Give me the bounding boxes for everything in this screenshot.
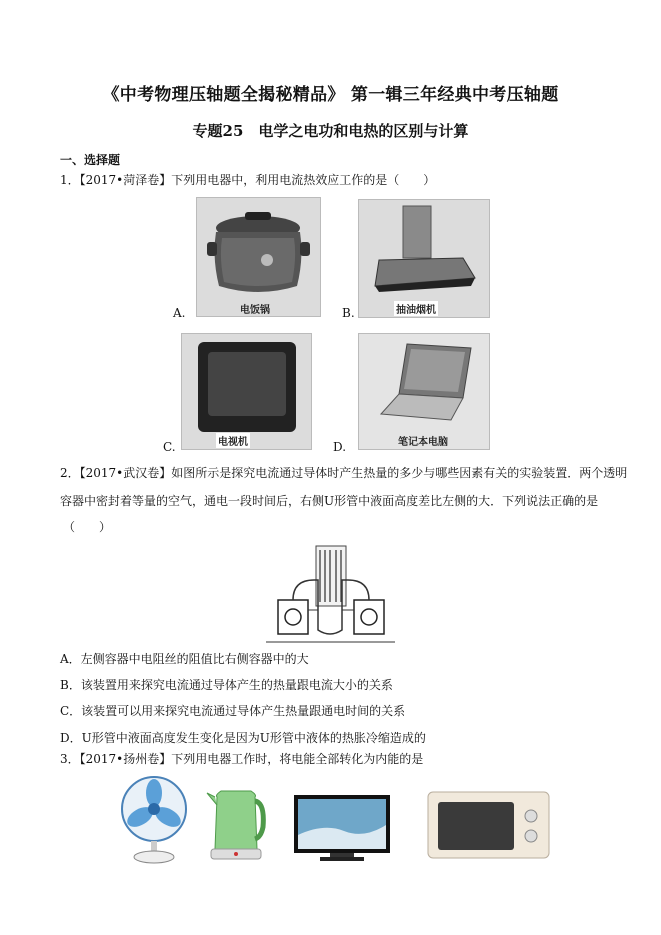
question-2-option-a: A．左侧容器中电阻丝的阻值比右侧容器中的大 [60,652,309,666]
u-tube-apparatus-diagram [264,540,397,646]
electric-kettle-image [205,783,267,863]
question-3-text: 3．【2017•扬州卷】下列用电器工作时，将电能全部转化为内能的是 [60,752,424,766]
rice-cooker-image [196,197,321,317]
option-c-caption: 电视机 [216,433,250,448]
electric-fan-image [116,775,192,865]
option-a-caption: 电饭锅 [240,305,270,316]
option-b-letter: B. [342,306,355,320]
question-2-line-1: 2．【2017•武汉卷】如图所示是探究电流通过导体时产生热量的多少与哪些因素有关的实验装置．两个透明 [60,466,628,480]
question-2-option-b: B．该装置用来探究电流通过导体产生的热量跟电流大小的关系 [60,678,393,692]
option-d-caption: 笔记本电脑 [398,437,448,448]
section-heading: 一、选择题 [60,153,121,167]
question-1-text: 1．【2017•菏泽卷】下列用电器中，利用电流热效应工作的是（ ） [60,173,436,187]
option-a-letter: A. [173,306,186,320]
television-2-image [294,795,390,863]
microwave-oven-image [426,790,551,862]
document-title: 《中考物理压轴题全揭秘精品》 第一辑三年经典中考压轴题 [102,85,559,105]
option-b-caption: 抽油烟机 [394,301,438,316]
question-2-option-d: D．U形管中液面高度发生变化是因为U形管中液体的热胀冷缩造成的 [60,731,426,745]
question-2-line-2: 容器中密封着等量的空气，通电一段时间后，右侧U形管中液面高度差比左侧的大．下列说法正确的是 [60,494,599,508]
option-d-letter: D. [333,440,347,454]
question-2-option-c: C．该装置可以用来探究电流通过导体产生热量跟通电时间的关系 [60,704,406,718]
topic-subtitle: 专题25 电学之电功和电热的区别与计算 [192,122,469,140]
question-2-line-3: （ ） [63,520,112,534]
option-c-letter: C. [163,440,176,454]
